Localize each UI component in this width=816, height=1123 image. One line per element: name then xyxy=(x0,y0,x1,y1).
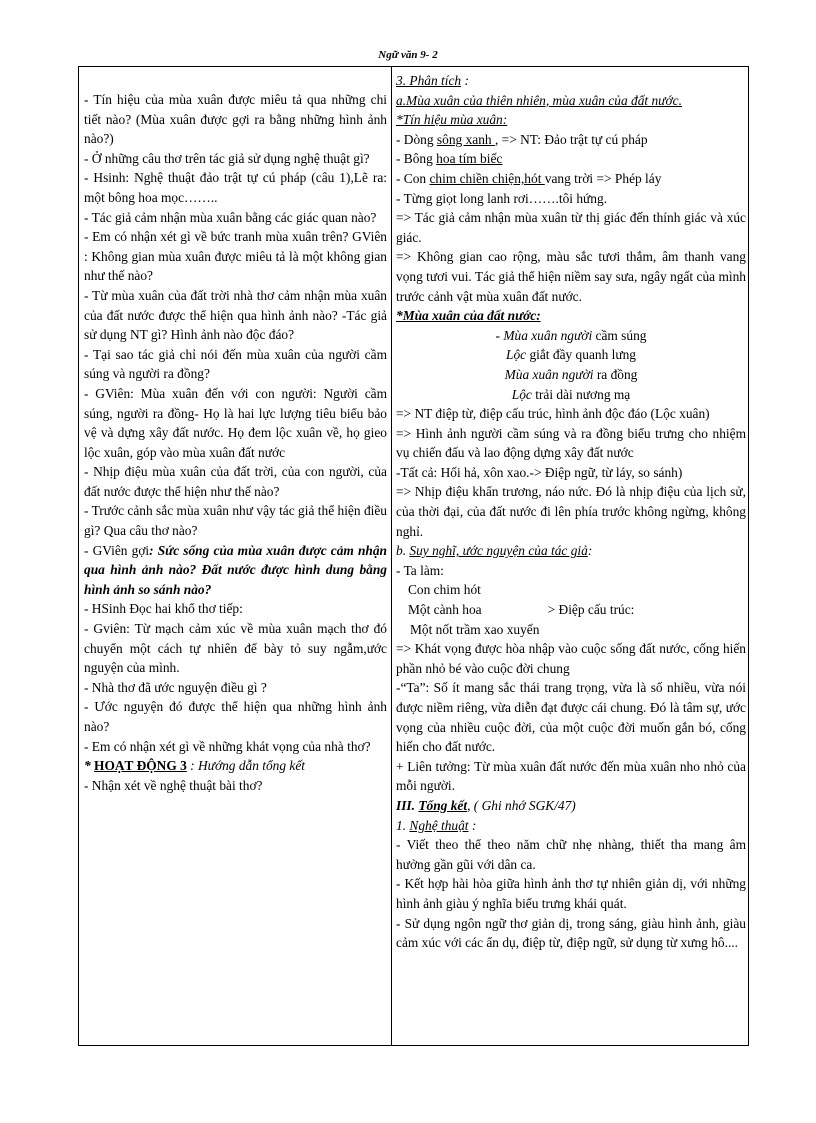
text-run: - Mùa xuân người xyxy=(495,327,593,343)
underlined-phrase: sông xanh xyxy=(436,131,495,147)
underlined-phrase: Tổng kết xyxy=(418,797,468,813)
lesson-content-column xyxy=(396,71,746,953)
activity-title: HOẠT ĐỘNG 3 xyxy=(94,758,187,774)
content-line: - Sử dụng ngôn ngữ thơ giản dị, trong sáng, giàu hình ảnh, giàu cảm xúc với các ẩn dụ, điệp từ, điệp ngữ, sử dụng từ xưng hô.... xyxy=(396,915,746,951)
question-text: - Nhà thơ đã ước nguyện điều gì ? xyxy=(84,679,267,695)
poem-line xyxy=(396,600,746,620)
question-text: - Tác giả cảm nhận mùa xuân bằng các giác quan nào? xyxy=(84,209,377,225)
text-run: vang trời => Phép láy xyxy=(544,170,662,186)
content-line: => Hình ảnh người cầm súng và ra đồng biểu trưng cho nhiệm vụ chiến đấu và lao động dựng xây đất nước xyxy=(396,425,746,461)
question-text xyxy=(84,541,387,600)
text-run: trải dài nương mạ xyxy=(531,386,631,402)
content-line: => Tác giả cảm nhận mùa xuân từ thị giác đến thính giác và xúc giác. xyxy=(396,210,746,245)
text-run: ra đồng xyxy=(593,366,638,382)
question-prefix: - GViên gợi xyxy=(84,542,150,558)
question-text: - Em có nhận xét gì về những khát vọng của nhà thơ? xyxy=(84,738,371,754)
activity-heading xyxy=(84,756,387,776)
topic-heading: *Tín hiệu mùa xuân: xyxy=(396,112,508,128)
question-text: - Nhận xét về nghệ thuật bài thơ? xyxy=(84,777,263,793)
question-text: - Ở những câu thơ trên tác giả sử dụng nghệ thuật gì? xyxy=(84,150,370,166)
content-line: - Viết theo thể theo năm chữ nhẹ nhàng, thiết tha mang âm hưởng gần gũi với dân ca. xyxy=(396,837,746,872)
student-instruction: - HSinh Đọc hai khổ thơ tiếp: xyxy=(84,601,243,617)
text-run: Lộc xyxy=(511,386,532,402)
lesson-table xyxy=(78,66,749,1046)
teacher-note: - GViên: Mùa xuân đến với con người: Người cầm súng, người ra đồng- Họ là hai lực lượng tiêu biểu bảo vệ và dựng xây đất nước. Họ đem lộc xuân về, họ gieo lộc xuân, góp vào mùa xuân đất nước xyxy=(84,385,387,460)
text-run: - Con xyxy=(396,170,430,186)
underlined-phrase: hoa tím biếc xyxy=(436,151,503,167)
text-run: > Điệp cấu trúc: xyxy=(547,602,635,618)
poem-line xyxy=(396,365,746,385)
page-header: Ngữ văn 9- 2 xyxy=(378,49,438,61)
section-heading xyxy=(396,71,746,91)
content-line: + Liên tưởng: Từ mùa xuân đất nước đến mùa xuân nho nhỏ của mỗi người. xyxy=(396,758,746,794)
section-title: 3. Phân tích xyxy=(396,73,462,88)
text-run: - Bông xyxy=(396,151,437,167)
content-line: - Kết hợp hài hòa giữa hình ảnh thơ tự nhiên giản dị, với những hình ảnh giàu ý nghĩa biểu trưng khái quát. xyxy=(396,876,746,911)
content-line: - Ta làm: xyxy=(396,562,444,578)
poem-line xyxy=(396,385,746,405)
underlined-phrase: Suy nghĩ, ước nguyện của tác giả xyxy=(409,543,588,559)
activity-star: * xyxy=(84,758,95,774)
text-run: Một cành hoa xyxy=(408,602,482,618)
text-run: , ( Ghi nhớ SGK/47) xyxy=(467,797,576,813)
question-text: - Tín hiệu của mùa xuân được miêu tả qua những chi tiết nào? (Mùa xuân được gợi ra bằng những hình ảnh nào?) xyxy=(84,92,387,147)
content-line: => Không gian cao rộng, màu sắc tươi thắm, âm thanh vang vọng tươi vui. Tác giả thể hiện niềm say sưa, ngây ngất của mình trước cảnh vật mùa xuân đất nước. xyxy=(396,249,746,304)
section-heading xyxy=(396,796,746,816)
text-run: - Dòng xyxy=(396,131,437,147)
content-line: -“Ta”: Số ít mang sắc thái trang trọng, vừa là số nhiều, vừa nói được niềm riêng, vừa diễn đạt được cái chung. Đó là tâm sự, ước vọng của nhiều cuộc đời, của một cuộc đời muốn gắn bó, cống hiến cho đất nước. xyxy=(396,680,746,755)
content-line: => Nhịp điệu khẩn trương, náo nức. Đó là nhịp điệu của lịch sử, của thời đại, của đất nước đi lên phía trước không ngừng, không nghỉ. xyxy=(396,484,746,539)
text-run: : xyxy=(587,543,593,559)
content-line: => Khát vọng được hòa nhập vào cuộc sống đất nước, cống hiến phần nhỏ bé vào cuộc đời chung xyxy=(396,641,746,676)
teacher-note: - Gviên: Từ mạch cảm xúc về mùa xuân mạch thơ đó chuyển một cách tự nhiên để bày tỏ suy ngẫm,ước nguyện của mình. xyxy=(84,621,387,676)
text-run: Lộc xyxy=(506,347,527,363)
poem-line xyxy=(396,326,746,346)
text-run: III. xyxy=(396,797,419,813)
question-text: - Tại sao tác giả chỉ nói đến mùa xuân của người cầm súng và người ra đồng? xyxy=(84,346,387,382)
poem-line: Một nốt trầm xao xuyến xyxy=(410,621,540,637)
subsection-heading xyxy=(396,541,746,561)
question-text: - Em có nhận xét gì về bức tranh mùa xuân trên? GViên : Không gian mùa xuân được miêu tả là một không gian như thế nào? xyxy=(84,229,387,284)
poem-line: Con chim hót xyxy=(408,582,481,598)
text-run: giắt đầy quanh lưng xyxy=(526,347,636,363)
teacher-student-activities-column xyxy=(84,90,387,795)
subsection-heading xyxy=(396,816,746,836)
student-answer: - Hsinh: Nghệ thuật đảo trật tự cú pháp (câu 1),Lẽ ra: một bông hoa mọc…….. xyxy=(84,170,387,205)
poem-line xyxy=(396,345,746,365)
content-line xyxy=(396,130,746,150)
content-line xyxy=(396,169,746,189)
section-colon: : xyxy=(461,73,469,88)
column-divider xyxy=(391,67,392,1045)
question-text: - Trước cảnh sắc mùa xuân như vậy tác giả thể hiện điều gì? Qua câu thơ nào? xyxy=(84,503,387,539)
topic-heading: *Mùa xuân của đất nước: xyxy=(396,308,541,324)
text-run: cầm súng xyxy=(592,327,647,343)
content-line: -Tất cả: Hối hả, xôn xao.-> Điệp ngữ, từ láy, so sánh) xyxy=(396,464,683,480)
question-text: - Từ mùa xuân của đất trời nhà thơ cảm nhận mùa xuân của đất nước được thể hiện qua hình ảnh nào? -Tác giả sử dụng NT gì? Hình ảnh nào độc đáo? xyxy=(84,287,387,343)
question-text: - Nhịp điệu mùa xuân của đất trời, của con người, của đất nước được thể hiện như thế nào? xyxy=(84,464,387,499)
text-run: Mùa xuân người xyxy=(504,366,594,382)
activity-subtitle: : Hướng dẫn tổng kết xyxy=(186,758,306,774)
text-run: : xyxy=(468,817,477,833)
question-body: : Sức sống của mùa xuân được cảm nhận qua hình ảnh nào? Đất nước được hình dung bằng hình ảnh so sánh nào? xyxy=(84,542,387,597)
text-run: 1. xyxy=(396,817,410,833)
underlined-phrase: Nghệ thuật xyxy=(409,817,469,833)
content-line: - Từng giọt long lanh rơi…….tôi hứng. xyxy=(396,190,608,206)
subsection-heading: a.Mùa xuân của thiên nhiên, mùa xuân của đất nước. xyxy=(396,92,682,108)
underlined-phrase: chim chiền chiện,hót xyxy=(429,170,545,186)
question-text: - Ước nguyện đó được thể hiện qua những hình ảnh nào? xyxy=(84,699,387,734)
text-run: b. xyxy=(396,543,410,559)
content-line xyxy=(396,149,746,169)
content-line: => NT điệp từ, điệp cấu trúc, hình ảnh độc đáo (Lộc xuân) xyxy=(396,406,710,422)
text-run: , => NT: Đảo trật tự cú pháp xyxy=(494,131,648,147)
